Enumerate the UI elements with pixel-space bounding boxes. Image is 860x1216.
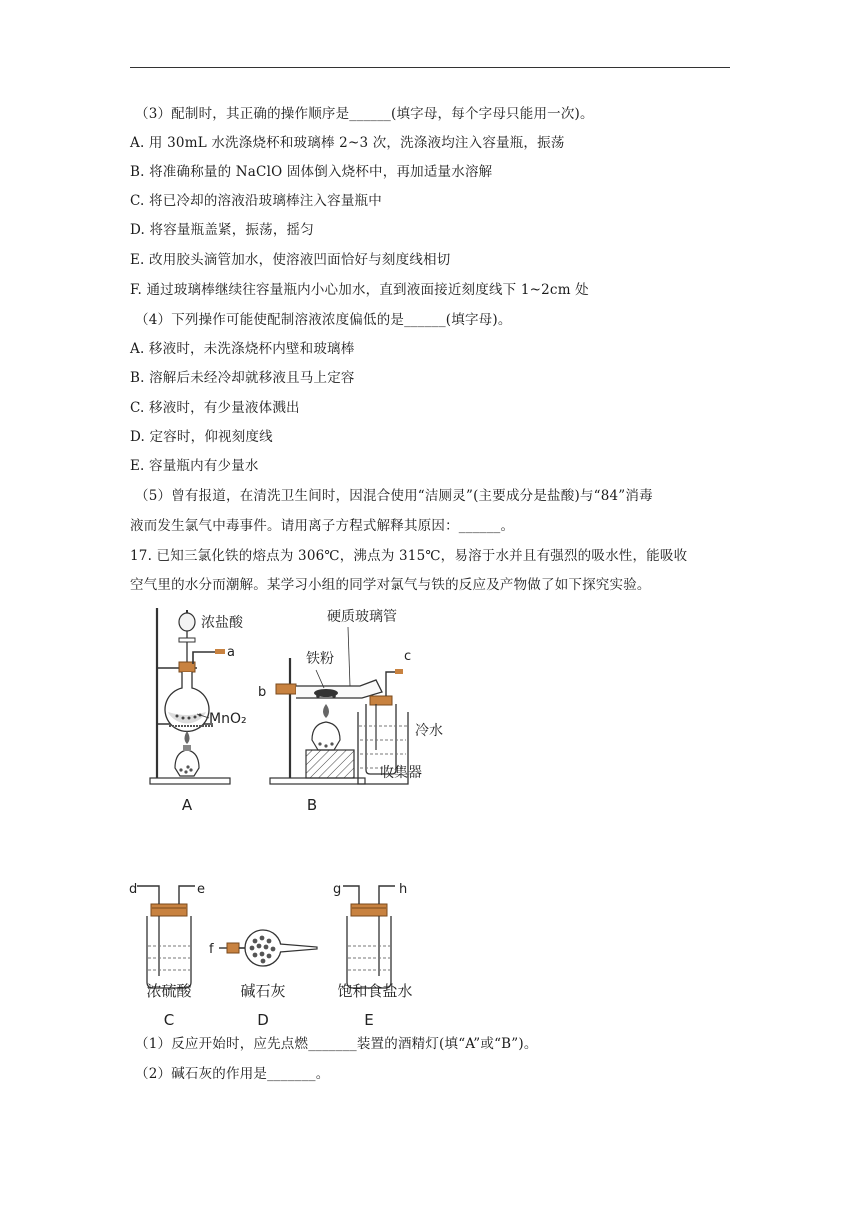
label-hard-glass-tube: 硬质玻璃管 xyxy=(327,609,397,625)
option-3d: D. 将容量瓶盖紧，振荡，摇匀 xyxy=(130,222,314,238)
label-d: D xyxy=(257,1011,269,1029)
port-f: f xyxy=(209,942,214,957)
label-soda-lime: 碱石灰 xyxy=(240,982,286,1000)
q16-part4-prompt: （4）下列操作可能使配制溶液浓度偏低的是______(填字母)。 xyxy=(135,312,512,328)
q17-part2: （2）碱石灰的作用是_______。 xyxy=(135,1066,330,1082)
q17-stem-line2: 空气里的水分而潮解。某学习小组的同学对氯气与铁的反应及产物做了如下探究实验。 xyxy=(130,577,651,593)
option-4a: A. 移液时，未洗涤烧杯内壁和玻璃棒 xyxy=(130,341,355,357)
label-sat-brine: 饱和食盐水 xyxy=(337,982,413,1000)
apparatus-b-figure xyxy=(250,600,460,815)
apparatus-e-figure xyxy=(325,872,430,1032)
option-3b: B. 将准确称量的 NaClO 固体倒入烧杯中，再加适量水溶解 xyxy=(130,164,493,180)
label-cold-water: 冷水 xyxy=(415,723,443,739)
q16-part5-line1: （5）曾有报道，在清洗卫生间时，因混合使用“洁厕灵”(主要成分是盐酸)与“84”消毒 xyxy=(135,488,653,504)
port-h: h xyxy=(399,882,408,897)
label-c: C xyxy=(163,1011,175,1029)
label-conc-h2so4: 浓硫酸 xyxy=(146,982,192,1000)
label-iron-powder: 铁粉 xyxy=(306,651,334,667)
port-e: e xyxy=(197,882,205,897)
option-4e: E. 容量瓶内有少量水 xyxy=(130,458,259,474)
option-3c: C. 将已冷却的溶液沿玻璃棒注入容量瓶中 xyxy=(130,193,382,209)
port-c: c xyxy=(404,649,412,664)
option-3e: E. 改用胶头滴管加水，使溶液凹面恰好与刻度线相切 xyxy=(130,252,451,268)
apparatus-d-figure xyxy=(205,915,325,1032)
option-4c: C. 移液时，有少量液体溅出 xyxy=(130,400,300,416)
port-g: g xyxy=(333,882,342,897)
label-b: B xyxy=(306,796,318,814)
label-collector: 收集器 xyxy=(380,765,422,781)
port-b: b xyxy=(258,685,267,700)
option-3a: A. 用 30mL 水洗涤烧杯和玻璃棒 2~3 次，洗涤液均注入容量瓶，振荡 xyxy=(130,135,565,151)
q17-part1: （1）反应开始时，应先点燃_______装置的酒精灯(填“A”或“B”)。 xyxy=(135,1036,538,1052)
q16-part5-line2: 液而发生氯气中毒事件。请用离子方程式解释其原因：______。 xyxy=(130,518,515,534)
port-a: a xyxy=(227,645,235,660)
option-3f: F. 通过玻璃棒继续往容量瓶内小心加水，直到液面接近刻度线下 1~2cm 处 xyxy=(130,282,589,298)
port-d: d xyxy=(129,882,138,897)
label-e: E xyxy=(364,1011,374,1029)
label-conc-hcl: 浓盐酸 xyxy=(201,615,243,631)
option-4d: D. 定容时，仰视刻度线 xyxy=(130,429,273,445)
q16-part3-prompt: （3）配制时，其正确的操作顺序是______(填字母，每个字母只能用一次)。 xyxy=(135,106,594,122)
apparatus-a-figure xyxy=(135,600,265,815)
label-a: A xyxy=(181,796,193,814)
label-mno2: MnO₂ xyxy=(209,711,247,727)
option-4b: B. 溶解后未经冷却就移液且马上定容 xyxy=(130,370,355,386)
q17-stem-line1: 17. 已知三氯化铁的熔点为 306℃，沸点为 315℃，易溶于水并且有强烈的吸水性，能吸收 xyxy=(130,548,688,564)
header-rule xyxy=(130,67,730,68)
